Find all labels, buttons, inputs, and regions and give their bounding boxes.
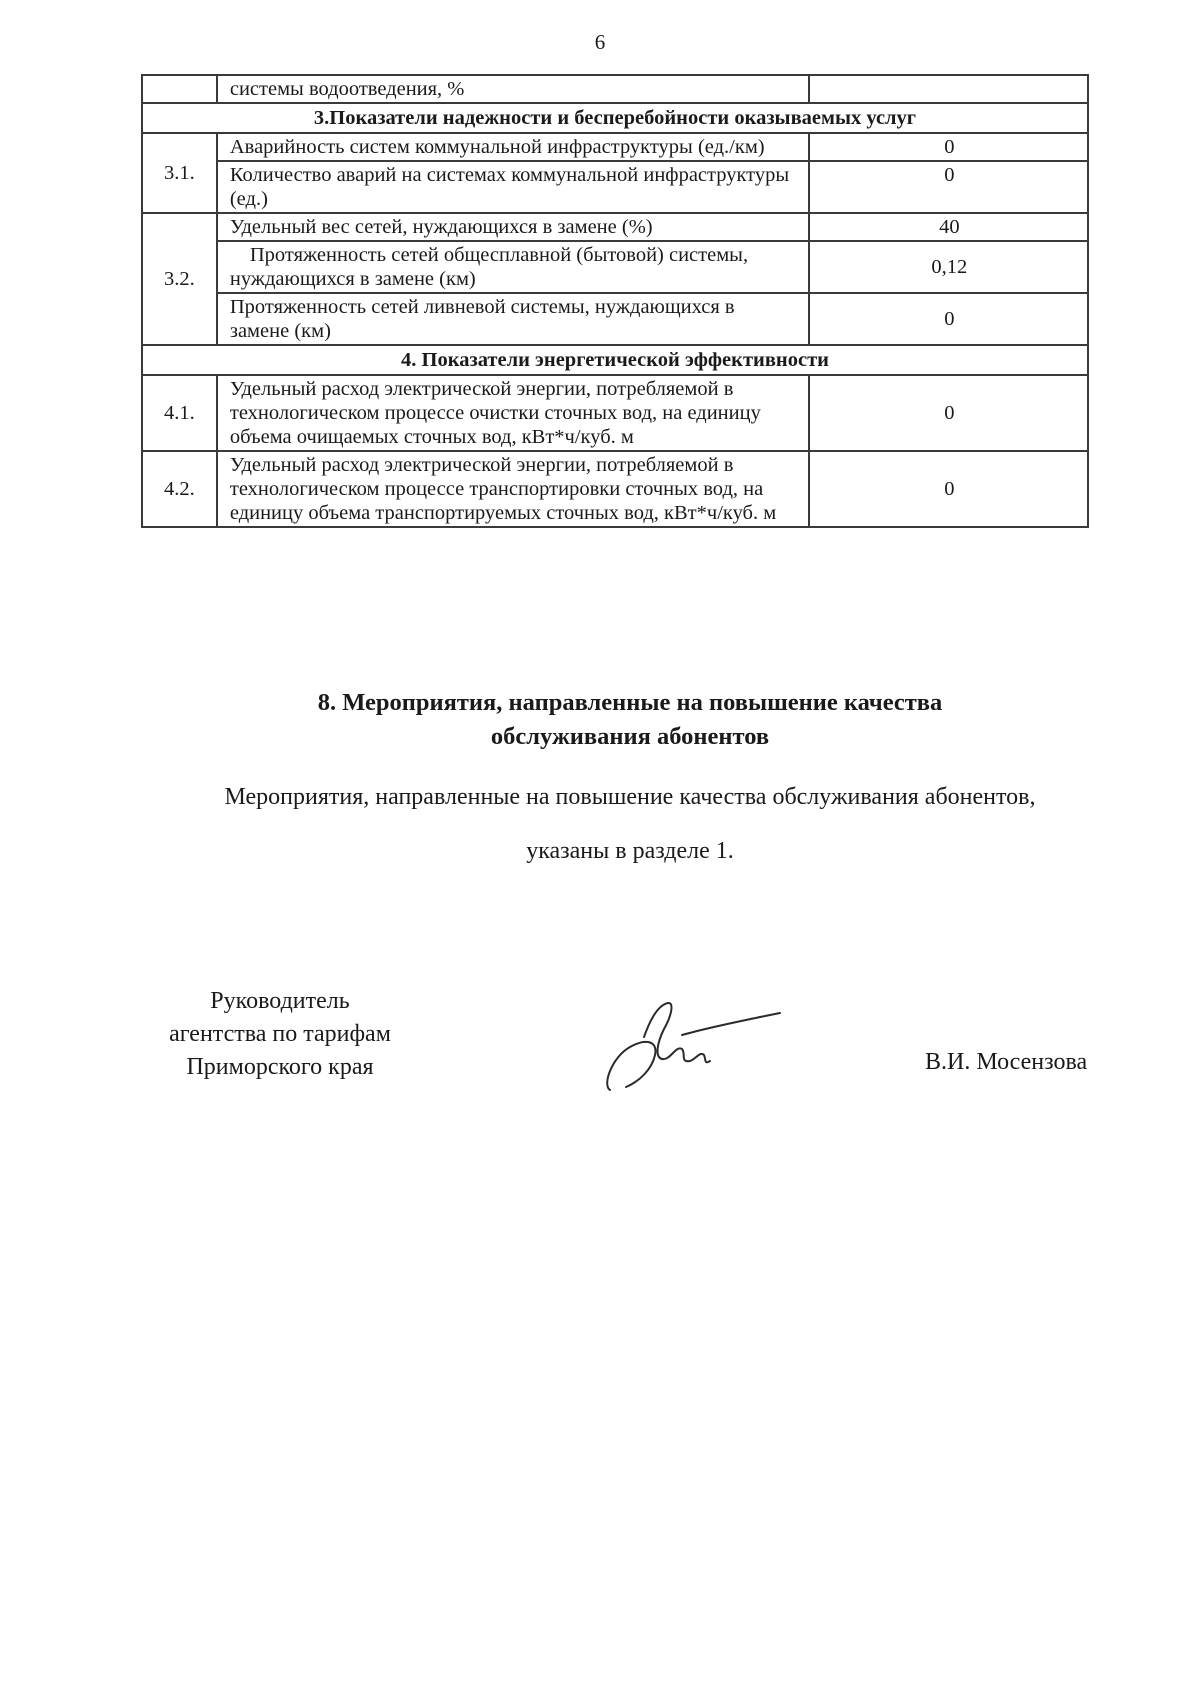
table-row <box>142 375 1088 451</box>
table-row <box>142 75 1088 103</box>
row-label-cell: Удельный расход электрической энергии, потребляемой в технологическом процессе очистки сточных вод, на единицу объема очищаемых сточных вод, кВт*ч/куб. м <box>217 375 809 451</box>
table-row <box>142 133 1088 161</box>
section-8-heading <box>0 686 1200 754</box>
handwritten-signature <box>600 995 800 1105</box>
section-4-title: 4. Показатели энергетической эффективности <box>142 345 1088 375</box>
section-8-heading-line: 8. Мероприятия, направленные на повышение качества <box>317 689 943 716</box>
row-label-cell: Протяженность сетей ливневой системы, нуждающихся в замене (км) <box>217 293 809 345</box>
row-number-cell: 3.2. <box>142 213 217 345</box>
signer-position-line: Приморского края <box>186 1054 374 1080</box>
row-value-cell: 40 <box>809 213 1088 241</box>
table-row <box>142 241 1088 293</box>
row-number-cell: 3.1. <box>142 133 217 213</box>
row-value-cell: 0 <box>809 161 1088 213</box>
row-value-cell: 0 <box>809 293 1088 345</box>
row-value-cell: 0 <box>809 375 1088 451</box>
section-8-body-line: Мероприятия, направленные на повышение качества обслуживания абонентов, <box>224 784 1036 810</box>
signer-position <box>130 985 430 1084</box>
page-number: 6 <box>594 30 606 54</box>
row-value-cell: 0 <box>809 451 1088 527</box>
row-value-cell: 0,12 <box>809 241 1088 293</box>
section-8-heading-line: обслуживания абонентов <box>490 723 770 750</box>
row-number-cell: 4.2. <box>142 451 217 527</box>
section-8-body-line: указаны в разделе 1. <box>526 838 734 864</box>
table-row <box>142 293 1088 345</box>
row-label-cell: Удельный расход электрической энергии, потребляемой в технологическом процессе транспортировки сточных вод, на единицу объема транспортируемых сточных вод, кВт*ч/куб. м <box>217 451 809 527</box>
row-number-cell <box>142 75 217 103</box>
indicators-table <box>141 74 1089 528</box>
section-header-row <box>142 345 1088 375</box>
row-label-cell: Количество аварий на системах коммунальной инфраструктуры (ед.) <box>217 161 809 213</box>
row-value-cell <box>809 75 1088 103</box>
section-3-title: 3.Показатели надежности и бесперебойности оказываемых услуг <box>142 103 1088 133</box>
row-label-cell: системы водоотведения, % <box>217 75 809 103</box>
section-header-row <box>142 103 1088 133</box>
row-label-cell: Удельный вес сетей, нуждающихся в замене (%) <box>217 213 809 241</box>
table-row <box>142 451 1088 527</box>
signer-position-line: агентства по тарифам <box>169 1021 391 1047</box>
table-row <box>142 161 1088 213</box>
signer-position-line: Руководитель <box>210 988 350 1014</box>
row-label-cell: Протяженность сетей общесплавной (бытовой) системы, нуждающихся в замене (км) <box>217 241 809 293</box>
row-label-cell: Аварийность систем коммунальной инфраструктуры (ед./км) <box>217 133 809 161</box>
signer-name: В.И. Мосензова <box>925 1049 1088 1075</box>
table-row <box>142 213 1088 241</box>
row-value-cell: 0 <box>809 133 1088 161</box>
row-number-cell: 4.1. <box>142 375 217 451</box>
